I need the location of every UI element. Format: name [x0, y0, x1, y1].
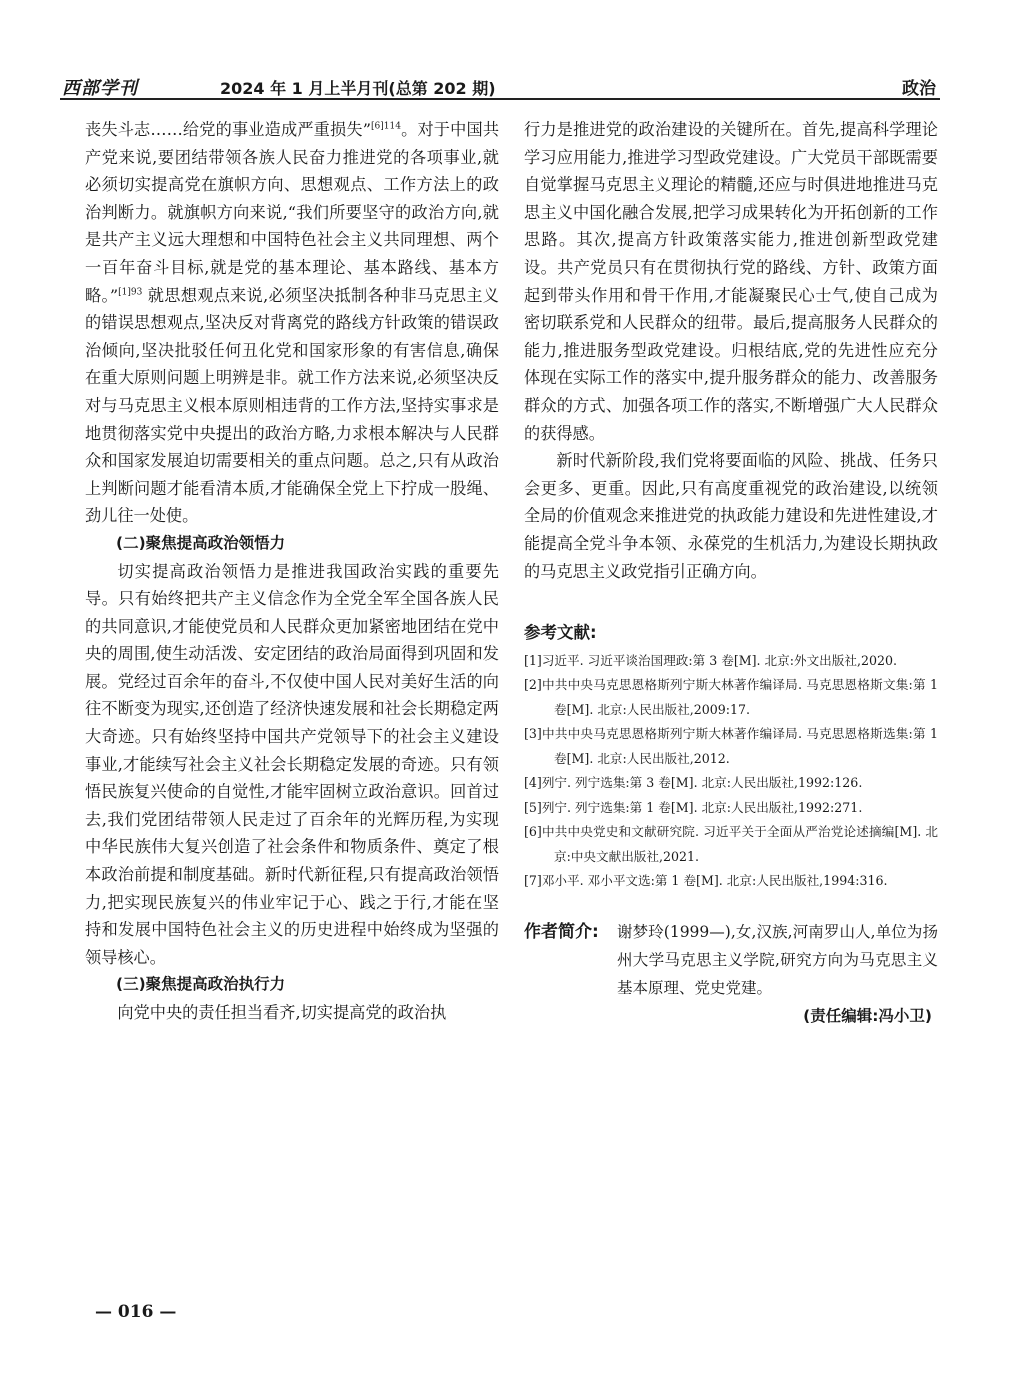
paragraph: 切实提高政治领悟力是推进我国政治实践的重要先导。只有始终把共产主义信念作为全党全军全国各族人民的共同意识,才能使党员和人民群众更加紧密地团结在党中央的周围,使生动活泼、安定团结的政治局面得到巩固和发展。党经过百余年的奋斗,不仅使中国人民对美好生活的向往不断变为现实,还创造了经济快速发展和社会长期稳定两大奇迹。只有始终坚持中国共产党领导下的社会主义建设事业,才能续写社会主义社会长期稳定发展的奇迹。只有领悟民族复兴使命的自觉性,才能牢固树立政治意识。回首过去,我们党团结带领人民走过了百余年的光辉历程,为实现中华民族伟大复兴创造了社会条件和物质条件、奠定了根本政治前提和制度基础。新时代新征程,只有提高政治领悟力,把实现民族复兴的伟业牢记于心、践之于行,才能在坚持和发展中国特色社会主义的历史进程中始终成为坚强的领导核心。 — [85, 561, 499, 967]
author-text: 谢梦玲(1999—),女,汉族,河南罗山人,单位为扬州大学马克思主义学院,研究方向为马克思主义基本原理、党史党建。 — [617, 922, 938, 997]
author-label: 作者简介: — [524, 921, 599, 942]
citation: [1]93 — [118, 287, 143, 298]
reference-item: [5]列宁. 列宁选集:第 1 卷[M]. 北京:人民出版社,1992:271. — [524, 799, 863, 815]
reference-item: [4]列宁. 列宁选集:第 3 卷[M]. 北京:人民出版社,1992:126. — [524, 775, 863, 791]
reference-item: [2]中共中央马克思恩格斯列宁斯大林著作编译局. 马克思恩格斯文集:第 1 卷[M]. 北京:人民出版社,2009:17. — [524, 677, 938, 717]
paragraph: 新时代新阶段,我们党将要面临的风险、挑战、任务只会更多、更重。因此,只有高度重视党的政治建设,以统领全局的价值观念来推进党的执政能力建设和先进性建设,才能提高全党斗争本领、永葆党的生机活力,为建设长期执政的马克思主义政党指引正确方向。 — [524, 451, 938, 581]
citation: [6]114 — [371, 121, 401, 132]
paragraph: 丧失斗志……给党的事业造成严重损失”$^{[6]114}$。对于中国共产党来说,要团结带领各族人民奋力推进党的各项事业,就必须切实提高党在旗帜方向、思想观点、工作方法上的政治判断力。就旗帜方向来说,“我们所要坚守的政治方向,就是共产主义远大理想和中国特色社会主义共同理想、两个一百年奋斗目标,就是党的基本理论、基本路线、基本方略。”$^{[1]93}$ 就思想观点来说,必须坚决抵制各种非马克思主义的错误思想观点,坚决反对背离党的路线方针政策的错误政治倾向,坚决批驳任何丑化党和国家形象的有害信息,确保在重大原则问题上明辨是非。就工作方法来说,必须坚决反对与马克思主义根本原则相违背的工作方法,坚持实事求是地贯彻落实党中央提出的政治方略,力求根本解决与人民群众和国家发展迫切需要相关的重点问题。总之,只有从政治上判断问题才能看清本质,才能确保全党上下拧成一股绳、劲儿往一处使。 — [85, 120, 500, 526]
author-bio — [524, 918, 938, 1002]
reference-item: [3]中共中央马克思恩格斯列宁斯大林著作编译局. 马克思恩格斯选集:第 1 卷[M]. 北京:人民出版社,2012. — [524, 726, 938, 766]
reference-item: [1]习近平. 习近平谈治国理政:第 3 卷[M]. 北京:外文出版社,2020. — [524, 652, 898, 668]
journal-logo: 西部学刊 — [62, 78, 138, 99]
running-header — [60, 70, 940, 100]
section-heading: (三)聚焦提高政治执行力 — [116, 975, 286, 994]
section-heading: (二)聚焦提高政治领悟力 — [116, 533, 286, 552]
editor-note: (责任编辑:冯小卫) — [803, 1006, 932, 1025]
issue-info: 2024 年 1 月上半月刊(总第 202 期) — [220, 79, 496, 98]
reference-list — [524, 649, 938, 894]
references-title: 参考文献: — [524, 623, 597, 643]
paragraph: 向党中央的责任担当看齐,切实提高党的政治执 — [117, 1003, 447, 1022]
left-column — [85, 116, 499, 1027]
right-column — [524, 116, 938, 1030]
page-number: — 016 — — [95, 1302, 177, 1322]
paragraph: 行力是推进党的政治建设的关键所在。首先,提高科学理论学习应用能力,推进学习型政党建设。广大党员干部既需要自觉掌握马克思主义理论的精髓,还应与时俱进地推进马克思主义中国化融合发展,把学习成果转化为开拓创新的工作思路。其次,提高方针政策落实能力,推进创新型政党建设。共产党员只有在贯彻执行党的路线、方针、政策方面起到带头作用和骨干作用,才能凝聚民心士气,使自己成为密切联系党和人民群众的纽带。最后,提高服务人民群众的能力,推进服务型政党建设。归根结底,党的先进性应充分体现在实际工作的落实中,提升服务群众的能力、改善服务群众的方式、加强各项工作的落实,不断增强广大人民群众的获得感。 — [524, 120, 938, 443]
section-name: 政治 — [902, 79, 936, 99]
reference-item: [6]中共中央党史和文献研究院. 习近平关于全面从严治党论述摘编[M]. 北京:中央文献出版社,2021. — [524, 824, 938, 864]
reference-item: [7]邓小平. 邓小平文选:第 1 卷[M]. 北京:人民出版社,1994:316. — [524, 873, 888, 889]
